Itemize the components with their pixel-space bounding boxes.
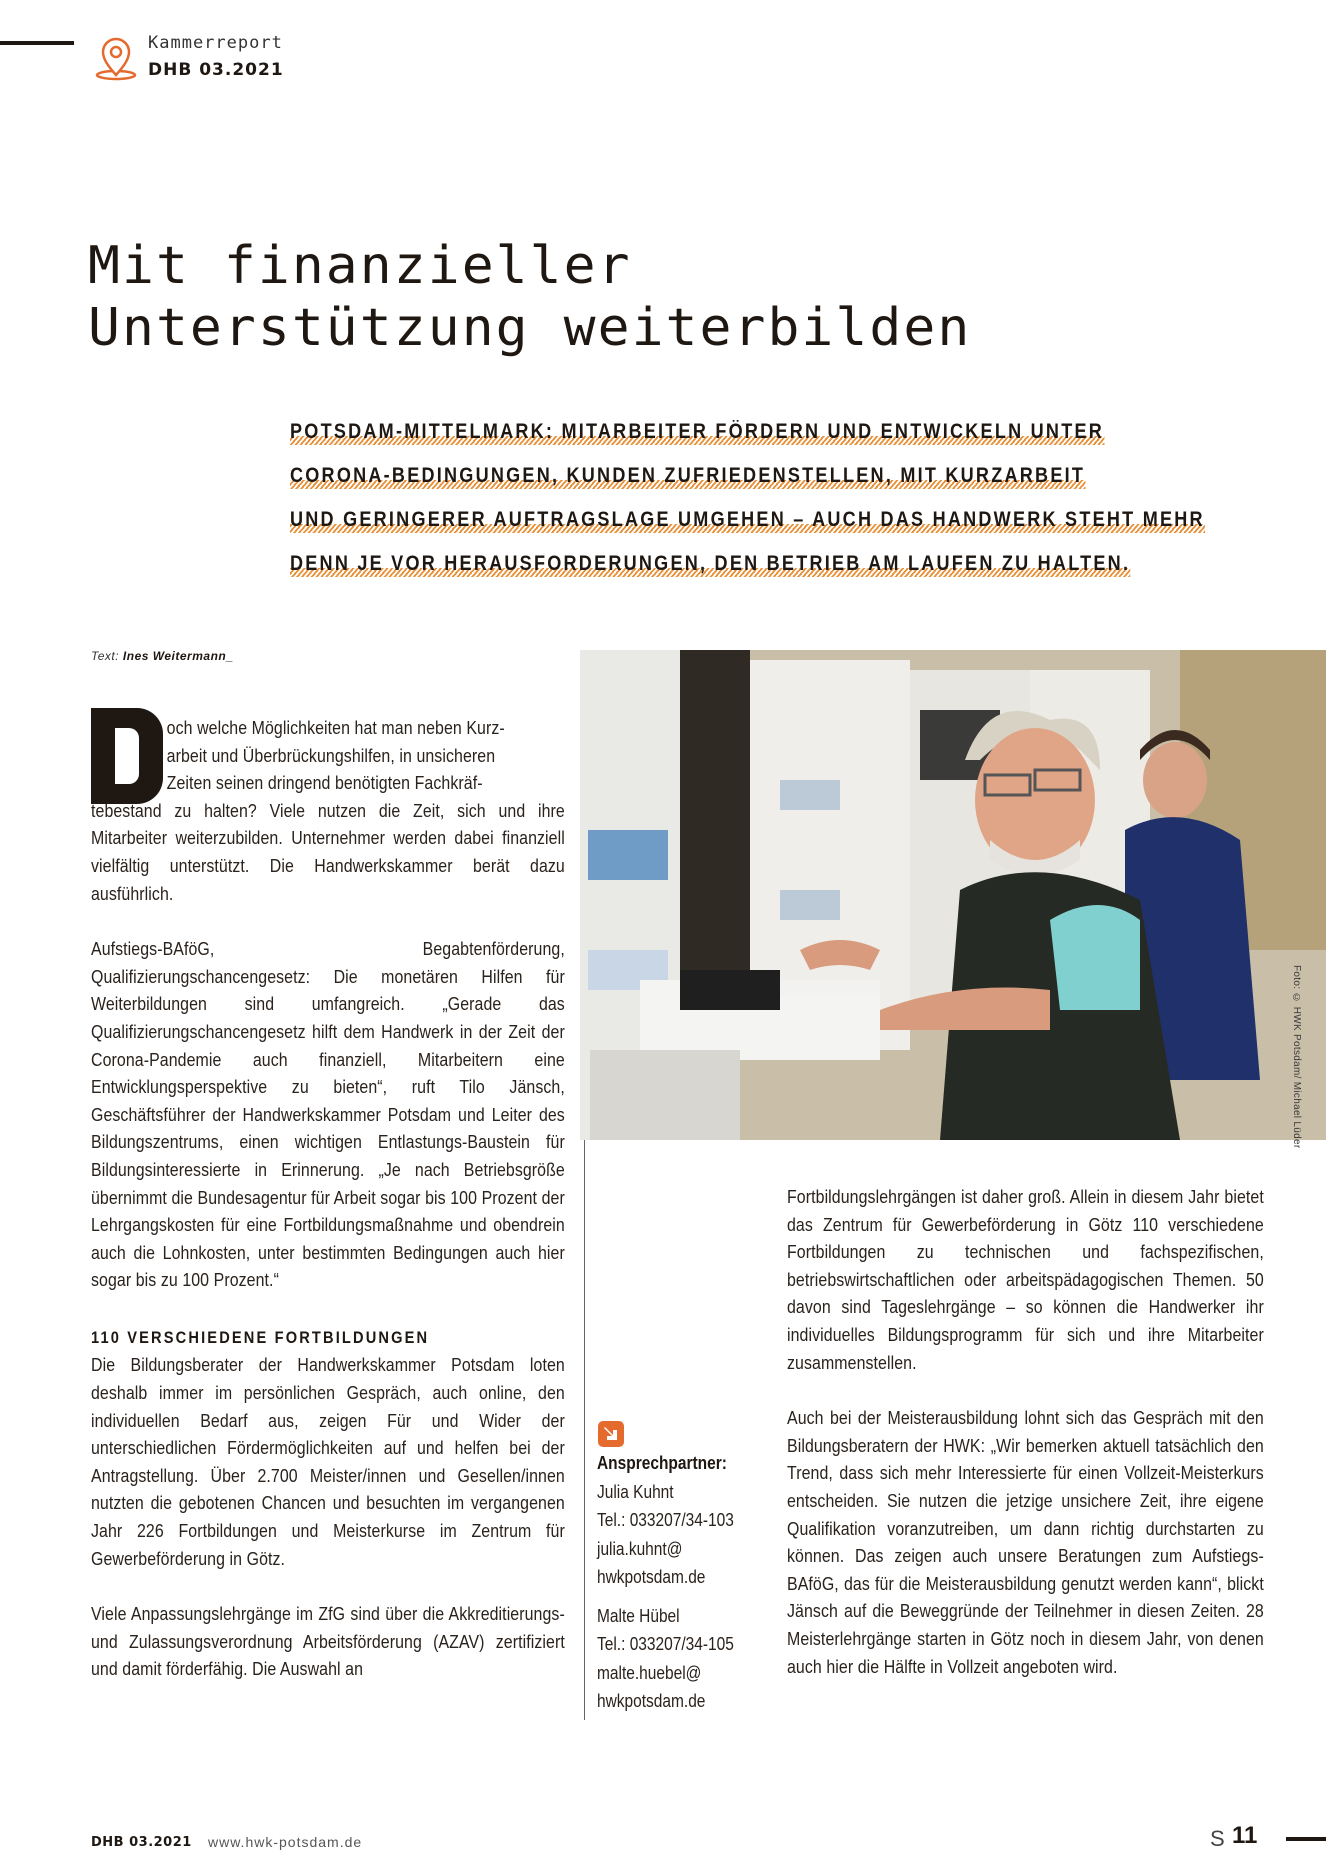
contact-email[interactable]: malte.huebel@ hwkpotsdam.de (597, 1662, 706, 1711)
arrow-down-right-icon (598, 1421, 624, 1447)
footer-rule (1286, 1837, 1326, 1841)
contact-name: Julia Kuhnt (597, 1481, 674, 1502)
body-paragraph: Auch bei der Meisterausbildung lohnt sich das Gespräch mit den Bildungsberatern der HWK: „Wir bemerken aktuell tatsächlich den Trend, dass sich mehr Interessierte für einen Vollzeit-Meisterkurs entscheiden. Sie nutzen die jetzige unsichere Zeit, ihre eigene Qualifikation voranzutreiben, um dann richtig durchstarten zu können. Das zeigen auch unsere Beratungen zum Aufstiegs-BAföG, das für die Meisterausbildung genutzt werden kann“, blickt Jänsch auf die Beweggründe der Teilnehmer in diesen Zeiten. 28 Meisterlehrgänge starten in Götz noch in diesem Jahr, von denen auch hier die Hälfte in Vollzeit angeboten wird. (787, 1407, 1264, 1677)
body-column-3 (787, 1183, 1265, 1680)
body-paragraph: tebestand zu halten? Viele nutzen die Zeit, sich und ihre Mitarbeiter weiterzubilden. Unternehmer werden dabei finanziell vielfältig unterstützt. Die Handwerkskammer berät dazu ausführlich. (91, 799, 565, 904)
footer-url[interactable]: www.hwk-potsdam.de (208, 1834, 363, 1850)
page-prefix: S (1210, 1826, 1225, 1851)
body-paragraph: Viele Anpassungslehrgänge im ZfG sind über die Akkreditierungs- und Zulassungsverordnung Arbeitsförderung (AZAV) zertifiziert und damit förderfähig. Die Auswahl an (91, 1603, 565, 1680)
byline-label: Text: (91, 649, 120, 663)
lede-line: UND GERINGERER AUFTRAGSLAGE UMGEHEN – AUCH DAS HANDWERK STEHT MEHR (290, 498, 1098, 542)
byline (91, 649, 233, 663)
title-line-1: Mit finanzieller (88, 236, 632, 296)
contact-phone[interactable]: Tel.: 033207/34-105 (597, 1634, 734, 1654)
body-column-1 (91, 714, 566, 1683)
footer-issue: DHB 03.2021 (91, 1835, 192, 1850)
article-lede (290, 410, 1230, 586)
lede-line: POTSDAM-MITTELMARK: MITARBEITER FÖRDERN UND ENTWICKELN UNTER (290, 410, 1098, 454)
article-title (88, 235, 971, 359)
section-kicker: Kammerreport (148, 33, 283, 53)
photo-illustration (580, 650, 1326, 1140)
article-photo (580, 650, 1326, 1140)
contact-email[interactable]: julia.kuhnt@ hwkpotsdam.de (597, 1538, 706, 1587)
byline-author: Ines Weitermann_ (122, 649, 234, 663)
page-number: 11 (1232, 1822, 1258, 1849)
contact-phone[interactable]: Tel.: 033207/34-103 (597, 1510, 734, 1530)
lede-line: CORONA-BEDINGUNGEN, KUNDEN ZUFRIEDENSTELLEN, MIT KURZARBEIT (290, 454, 1098, 498)
contact-label: Ansprechpartner: (597, 1453, 727, 1473)
body-paragraph: Die Bildungsberater der Handwerkskammer Potsdam loten deshalb immer im persönlichen Gespräch, auch online, den individuellen Bedarf aus, zeigen Für und Wider der unterschiedlichen Fördermöglichkeiten auf und helfen bei der Antragstellung. Über 2.700 Meister/innen und Gesellen/innen nutzten die gebotenen Chancen und besuchten im vergangenen Jahr 226 Fortbildungen und Meisterkurse im Zentrum für Gewerbeförderung in Götz. (91, 1354, 565, 1569)
issue-label: DHB 03.2021 (148, 60, 284, 80)
column-divider (584, 1140, 585, 1720)
section-subhead: 110 VERSCHIEDENE FORTBILDUNGEN (91, 1327, 430, 1347)
body-paragraph: Aufstiegs-BAföG, Begabtenförderung, Qualifizierungschancengesetz: Die monetären Hilfen für Weiterbildungen sind umfangreich. „Gerade das Qualifizierungschancengesetz hilft dem Handwerk in der Zeit der Corona-Pandemie auch finanziell, Mitarbeitern eine Entwicklungsperspektive zu bieten“, ruft Tilo Jänsch, Geschäftsführer der Handwerkskammer Potsdam und Leiter des Bildungszentrums, einen wichtigen Entlastungs-Baustein für Bildungsinteressierte in Erinnerung. „Je nach Betriebsgröße übernimmt die Bundesagentur für Arbeit sogar bis 100 Prozent der Lehrgangskosten für eine Fortbildungsmaßnahme und obendrein auch die Lohnkosten, unter bestimmten Bedingungen auch hier sogar bis zu 100 Prozent.“ (91, 938, 565, 1291)
body-paragraph: Fortbildungslehrgängen ist daher groß. Allein in diesem Jahr bietet das Zentrum für Gewerbeförderung in Götz 110 verschiedene Fortbildungen zu technischen und fachspezifischen, betriebswirtschaftlichen oder arbeitspädagogischen Themen. 50 davon sind Tageslehrgänge – so können die Handwerker ihr individuelles Bildungsprogramm für sich und ihre Mitarbeiter zusammenstellen. (787, 1186, 1264, 1373)
title-line-2: Unterstützung weiterbilden (88, 298, 972, 358)
contact-box (597, 1449, 777, 1716)
photo-credit: Foto: © HWK Potsdam/ Michael Lüder (1291, 965, 1302, 1149)
contact-name: Malte Hübel (597, 1605, 680, 1626)
intro-indented-lines: och welche Möglichkeiten hat man neben Kurz- arbeit und Überbrückungshilfen, in unsicheren Zeiten seinen dringend benötigten Fachkräf- (166, 717, 505, 794)
location-pin-icon (94, 36, 138, 82)
lede-line: DENN JE VOR HERAUSFORDERUNGEN, DEN BETRIEB AM LAUFEN ZU HALTEN. (290, 542, 1098, 586)
header-rule (0, 41, 74, 45)
